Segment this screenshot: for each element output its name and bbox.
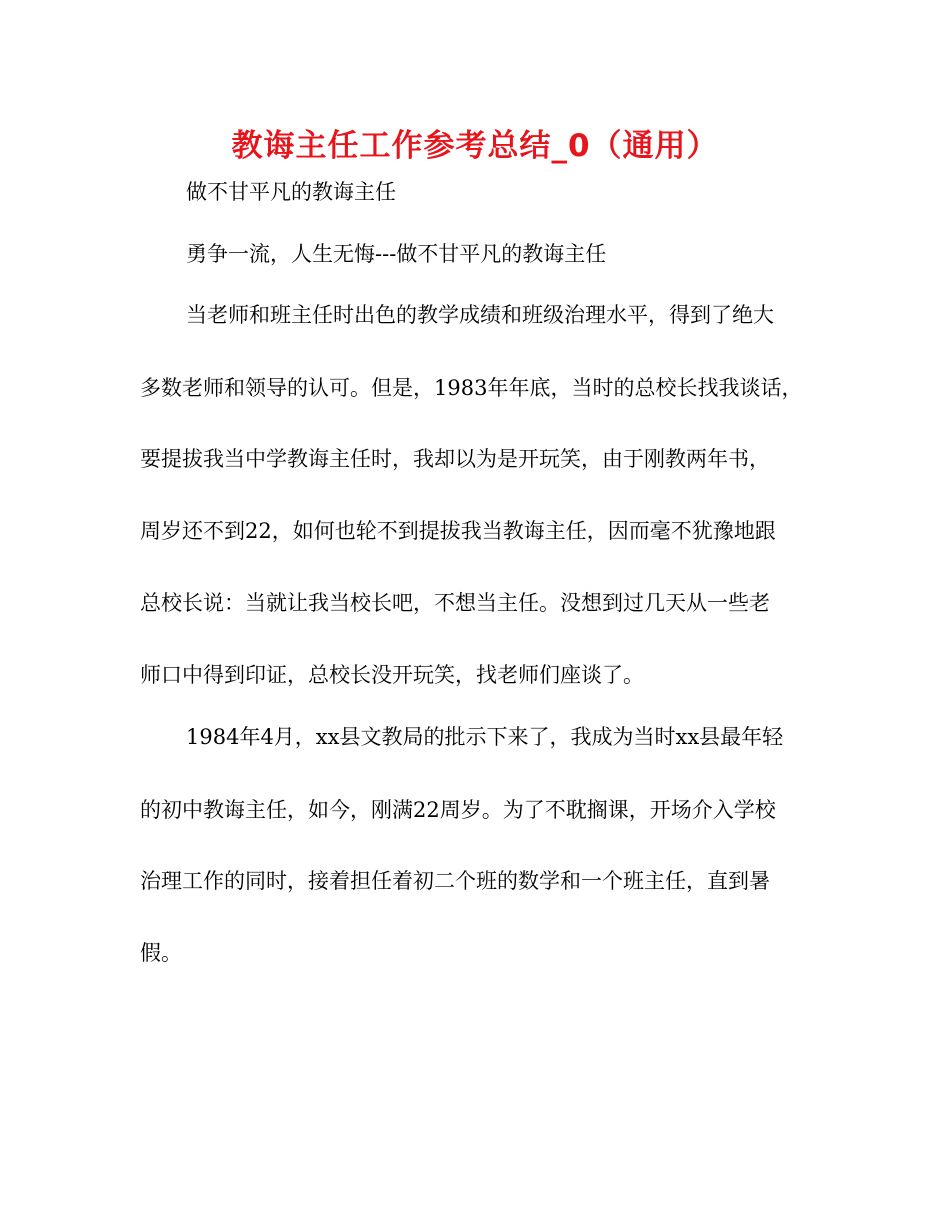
paragraph-line: 1984年4月，xx县文教局的批示下来了，我成为当时xx县最年轻: [186, 725, 784, 749]
paragraph-line: 的初中教诲主任，如今，刚满22周岁。为了不耽搁课，开场介入学校: [140, 798, 776, 822]
paragraph-line: 要提拔我当中学教诲主任时，我却以为是开玩笑，由于刚教两年书，: [140, 447, 770, 471]
paragraph-line: 总校长说：当就让我当校长吧，不想当主任。没想到过几天从一些老: [140, 591, 770, 615]
paragraph-line: 假。: [140, 941, 182, 965]
paragraph-line: 当老师和班主任时出色的教学成绩和班级治理水平，得到了绝大: [186, 303, 774, 327]
paragraph-line: 师口中得到印证，总校长没开玩笑，找老师们座谈了。: [140, 663, 644, 687]
paragraph-line: 勇争一流，人生无悔---做不甘平凡的教诲主任: [186, 242, 607, 266]
paragraph-line: 治理工作的同时，接着担任着初二个班的数学和一个班主任，直到暑: [140, 869, 770, 893]
document-title: 教诲主任工作参考总结_0（通用）: [231, 128, 719, 164]
paragraph-line: 做不甘平凡的教诲主任: [186, 180, 396, 204]
paragraph-line: 周岁还不到22，如何也轮不到提拔我当教诲主任，因而毫不犹豫地跟: [140, 519, 776, 543]
paragraph-line: 多数老师和领导的认可。但是，1983年年底，当时的总校长找我谈话，: [140, 376, 803, 400]
